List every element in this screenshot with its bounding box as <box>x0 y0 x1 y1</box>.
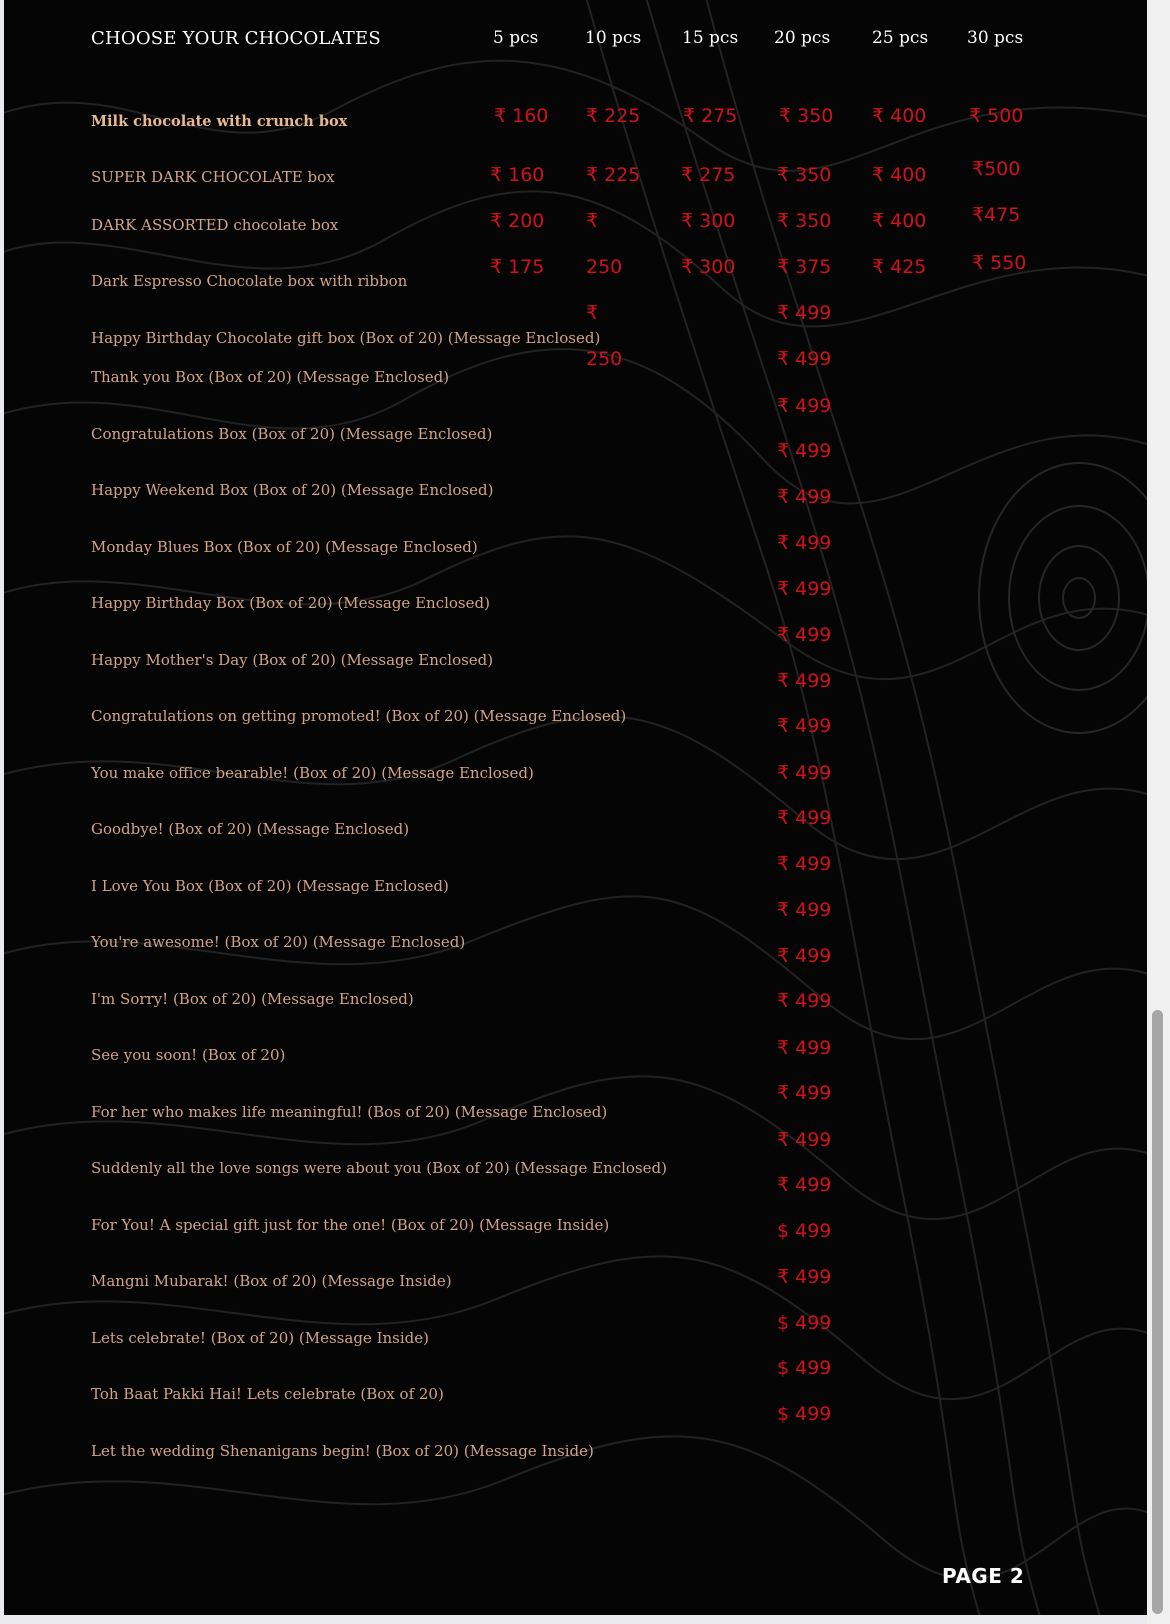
price-20pcs: ₹ 350 <box>777 210 832 232</box>
message-box-name: Goodbye! (Box of 20) (Message Enclosed) <box>91 820 410 838</box>
price-20pcs: ₹ 350 <box>779 105 834 127</box>
message-box-price: ₹ 499 <box>777 990 832 1012</box>
column-30pcs: 30 pcs <box>967 28 1024 48</box>
message-box-name: Monday Blues Box (Box of 20) (Message Enclosed) <box>91 538 478 556</box>
product-name: Dark Espresso Chocolate box with ribbon <box>91 272 408 290</box>
message-box-price: ₹ 499 <box>777 532 832 554</box>
message-box-price: ₹ 499 <box>777 807 832 829</box>
price-25pcs: ₹ 400 <box>872 105 927 127</box>
message-box-name: For her who makes life meaningful! (Bos of 20) (Message Enclosed) <box>91 1103 608 1121</box>
message-box-price: ₹ 499 <box>777 624 832 646</box>
message-box-price: ₹ 499 <box>777 899 832 921</box>
column-10pcs: 10 pcs <box>585 28 642 48</box>
product-name: DARK ASSORTED chocolate box <box>91 216 339 234</box>
message-box-name: Congratulations on getting promoted! (Box of 20) (Message Enclosed) <box>91 707 627 725</box>
price-30pcs: ₹475 <box>972 204 1021 226</box>
header-title: CHOOSE YOUR CHOCOLATES <box>91 28 381 49</box>
message-box-name: You make office bearable! (Box of 20) (Message Enclosed) <box>91 764 534 782</box>
message-box-name: Let the wedding Shenanigans begin! (Box of 20) (Message Inside) <box>91 1442 594 1460</box>
price-10pcs: ₹ <box>586 210 599 232</box>
extra-price: ₹ 499 <box>777 1266 832 1288</box>
message-box-price: ₹ 499 <box>777 348 832 370</box>
message-box-price: ₹ 499 <box>777 853 832 875</box>
column-20pcs: 20 pcs <box>774 28 831 48</box>
scrollbar-thumb[interactable] <box>1152 1010 1163 1614</box>
message-box-name: For You! A special gift just for the one! (Box of 20) (Message Inside) <box>91 1216 610 1234</box>
price-20pcs: ₹ 375 <box>777 256 832 278</box>
menu-page <box>4 0 1147 1615</box>
price-30pcs: ₹ 500 <box>969 105 1024 127</box>
price-25pcs: ₹ 400 <box>872 210 927 232</box>
message-box-price: ₹ 499 <box>777 945 832 967</box>
message-box-price: ₹ 499 <box>777 1174 832 1196</box>
message-box-name: Happy Weekend Box (Box of 20) (Message Enclosed) <box>91 481 494 499</box>
message-box-price: ₹ 499 <box>777 762 832 784</box>
message-box-price: ₹ 499 <box>777 302 832 324</box>
column-25pcs: 25 pcs <box>872 28 929 48</box>
message-box-price: ₹ 499 <box>777 1129 832 1151</box>
price-15pcs: ₹ 300 <box>681 256 736 278</box>
message-box-name: Mangni Mubarak! (Box of 20) (Message Inside) <box>91 1272 452 1290</box>
message-box-name: You're awesome! (Box of 20) (Message Enclosed) <box>91 933 466 951</box>
stray-price: ₹ <box>586 302 599 324</box>
message-box-name: Suddenly all the love songs were about you (Box of 20) (Message Enclosed) <box>91 1159 667 1177</box>
column-15pcs: 15 pcs <box>682 28 739 48</box>
price-20pcs: ₹ 350 <box>777 164 832 186</box>
message-box-name: Congratulations Box (Box of 20) (Message Enclosed) <box>91 425 493 443</box>
product-name: Milk chocolate with crunch box <box>91 113 348 130</box>
page-number: PAGE 2 <box>942 1564 1025 1588</box>
extra-price: $ 499 <box>777 1403 832 1425</box>
extra-price: $ 499 <box>777 1357 832 1379</box>
message-box-name: Happy Birthday Box (Box of 20) (Message Enclosed) <box>91 594 490 612</box>
message-box-price: ₹ 499 <box>777 1082 832 1104</box>
price-15pcs: ₹ 275 <box>683 105 738 127</box>
message-box-price: ₹ 499 <box>777 395 832 417</box>
price-30pcs: ₹ 550 <box>972 252 1027 274</box>
stray-price: 250 <box>586 348 623 370</box>
message-box-name: Lets celebrate! (Box of 20) (Message Inside) <box>91 1329 429 1347</box>
message-box-name: Thank you Box (Box of 20) (Message Enclosed) <box>91 368 450 386</box>
message-box-name: I Love You Box (Box of 20) (Message Enclosed) <box>91 877 449 895</box>
message-box-name: Toh Baat Pakki Hai! Lets celebrate (Box of 20) <box>91 1385 444 1403</box>
message-box-price: ₹ 499 <box>777 578 832 600</box>
price-30pcs: ₹500 <box>972 158 1021 180</box>
price-10pcs: ₹ 225 <box>586 164 641 186</box>
price-5pcs: ₹ 200 <box>490 210 545 232</box>
price-10pcs: 250 <box>586 256 623 278</box>
price-15pcs: ₹ 275 <box>681 164 736 186</box>
column-5pcs: 5 pcs <box>493 28 539 48</box>
message-box-price: ₹ 499 <box>777 486 832 508</box>
message-box-price: ₹ 499 <box>777 715 832 737</box>
price-5pcs: ₹ 160 <box>490 164 545 186</box>
product-name: SUPER DARK CHOCOLATE box <box>91 168 335 186</box>
message-box-price: ₹ 499 <box>777 1037 832 1059</box>
price-10pcs: ₹ 225 <box>586 105 641 127</box>
message-box-name: I'm Sorry! (Box of 20) (Message Enclosed) <box>91 990 414 1008</box>
price-15pcs: ₹ 300 <box>681 210 736 232</box>
message-box-price: $ 499 <box>777 1220 832 1242</box>
price-5pcs: ₹ 160 <box>494 105 549 127</box>
message-box-name: Happy Birthday Chocolate gift box (Box of 20) (Message Enclosed) <box>91 329 601 347</box>
message-box-name: Happy Mother's Day (Box of 20) (Message Enclosed) <box>91 651 494 669</box>
message-box-price: ₹ 499 <box>777 440 832 462</box>
extra-price: $ 499 <box>777 1312 832 1334</box>
price-25pcs: ₹ 425 <box>872 256 927 278</box>
message-box-name: See you soon! (Box of 20) <box>91 1046 286 1064</box>
price-25pcs: ₹ 400 <box>872 164 927 186</box>
message-box-price: ₹ 499 <box>777 670 832 692</box>
topographic-background <box>4 0 1147 1615</box>
price-5pcs: ₹ 175 <box>490 256 545 278</box>
